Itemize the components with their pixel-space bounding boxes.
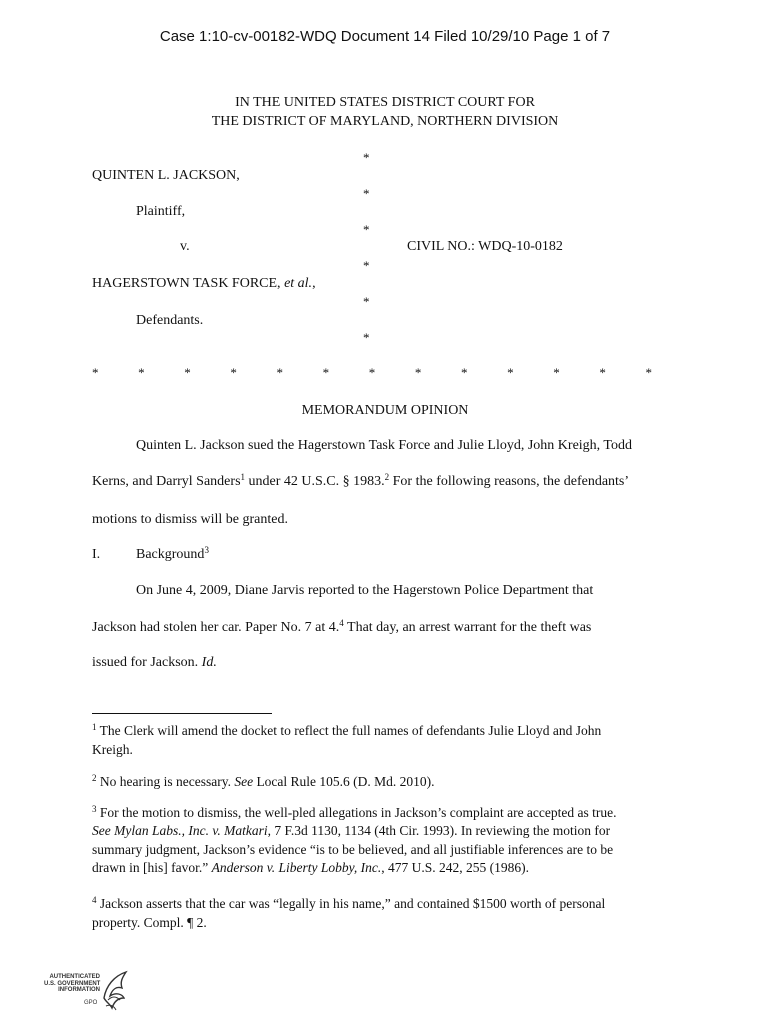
body-text: That day, an arrest warrant for the theft was	[343, 620, 592, 635]
footnote-ref[interactable]: 2	[384, 472, 390, 482]
signal-see: See	[234, 774, 254, 789]
body-line: motions to dismiss will be granted.	[92, 512, 288, 527]
footnote-1	[92, 723, 601, 739]
versus: v.	[180, 239, 190, 254]
defendant-name	[92, 276, 316, 292]
row-star: *	[92, 365, 99, 380]
body-line	[92, 655, 217, 671]
section-title-text: Background	[136, 547, 205, 562]
footnote-4-line-2: property. Compl. ¶ 2.	[92, 915, 207, 930]
defendant-comma: ,	[312, 276, 316, 291]
row-star: *	[368, 365, 376, 380]
logo-line: AUTHENTICATED	[49, 974, 100, 980]
caption-star: *	[363, 294, 370, 309]
citation-id: Id.	[201, 655, 217, 670]
footnote-number: 2	[92, 773, 97, 783]
footnote-3-line-4	[92, 860, 529, 876]
body-text: under 42 U.S.C. § 1983.	[245, 474, 385, 489]
court-name-line-1: IN THE UNITED STATES DISTRICT COURT FOR	[235, 95, 535, 110]
row-star: *	[138, 365, 145, 380]
footnote-2	[92, 774, 435, 790]
footnote-ref[interactable]: 3	[204, 545, 209, 555]
footnote-text: The Clerk will amend the docket to reflect the full names of defendants Julie Lloyd and John	[96, 723, 602, 738]
footnote-number: 4	[92, 895, 97, 905]
row-star: *	[276, 365, 283, 380]
defendant-name-text: HAGERSTOWN TASK FORCE,	[92, 276, 281, 291]
footnote-text: drawn in [his] favor.”	[92, 860, 212, 875]
caption-star: *	[363, 222, 370, 237]
plaintiff-role: Plaintiff,	[136, 204, 186, 219]
body-text: For the following reasons, the defendants’	[389, 474, 630, 489]
caption-star: *	[363, 258, 370, 273]
footnote-text: , 477 U.S. 242, 255 (1986).	[381, 860, 529, 875]
plaintiff-name: QUINTEN L. JACKSON,	[92, 168, 240, 183]
row-star: *	[599, 365, 606, 380]
civil-number: CIVIL NO.: WDQ-10-0182	[407, 239, 563, 254]
defendant-role: Defendants.	[136, 313, 204, 328]
row-star: *	[553, 365, 560, 380]
row-star: *	[414, 365, 422, 380]
gpo-authentication-logo	[44, 968, 134, 1014]
row-star: *	[507, 365, 514, 380]
row-star: *	[184, 365, 191, 380]
defendant-etal: et al.	[284, 276, 313, 291]
caption-star-row	[92, 365, 652, 381]
logo-line: INFORMATION	[58, 987, 100, 993]
row-star: *	[322, 365, 330, 380]
footnote-text: For the motion to dismiss, the well-pled allegations in Jackson’s complaint are accepted as true.	[96, 805, 617, 820]
court-name-line-2: THE DISTRICT OF MARYLAND, NORTHERN DIVISION	[211, 114, 559, 129]
section-number: I.	[92, 547, 101, 562]
footnote-ref[interactable]: 1	[240, 472, 246, 482]
section-title	[136, 547, 209, 563]
footnote-number: 1	[92, 722, 97, 732]
footnote-ref[interactable]: 4	[339, 618, 344, 628]
footnote-3-line-2	[92, 823, 610, 839]
body-line: Quinten L. Jackson sued the Hagerstown Task Force and Julie Lloyd, John Kreigh, Todd	[136, 438, 632, 453]
row-star: *	[645, 365, 652, 380]
document-title: MEMORANDUM OPINION	[301, 403, 469, 418]
body-line	[92, 620, 591, 636]
footnote-1-line-2: Kreigh.	[92, 742, 133, 757]
row-star: *	[230, 365, 237, 380]
body-line: On June 4, 2009, Diane Jarvis reported to the Hagerstown Police Department that	[136, 583, 594, 598]
body-text: Jackson had stolen her car. Paper No. 7 at 4.	[92, 620, 340, 635]
case-citation: See Mylan Labs., Inc. v. Matkari	[92, 823, 268, 838]
logo-gpo-text: GPO	[84, 1000, 98, 1006]
logo-text	[44, 974, 100, 994]
row-star: *	[461, 365, 468, 380]
body-text: Kerns, and Darryl Sanders	[92, 474, 241, 489]
caption-star: *	[363, 330, 370, 345]
body-text: issued for Jackson.	[92, 655, 202, 670]
caption-star: *	[363, 150, 370, 165]
logo-line: U.S. GOVERNMENT	[44, 980, 101, 987]
footnote-text: Jackson asserts that the car was “legally in his name,” and contained $1500 worth of personal	[96, 896, 606, 911]
footnote-4	[92, 896, 605, 912]
footnote-text: Local Rule 105.6 (D. Md. 2010).	[253, 774, 435, 789]
footnote-3-line-3: summary judgment, Jackson’s evidence “is to be believed, and all justifiable inferences are to be	[92, 842, 614, 857]
case-header: Case 1:10-cv-00182-WDQ Document 14 Filed 10/29/10 Page 1 of 7	[159, 28, 611, 45]
case-citation: Anderson v. Liberty Lobby, Inc.	[211, 860, 382, 875]
footnote-number: 3	[92, 804, 97, 814]
footnote-text: No hearing is necessary.	[96, 774, 235, 789]
body-line	[92, 474, 629, 490]
footnote-separator	[92, 713, 272, 714]
footnote-text: , 7 F.3d 1130, 1134 (4th Cir. 1993). In reviewing the motion for	[267, 823, 611, 838]
eagle-icon	[100, 968, 134, 1014]
footnote-3	[92, 805, 617, 821]
caption-star: *	[363, 186, 370, 201]
